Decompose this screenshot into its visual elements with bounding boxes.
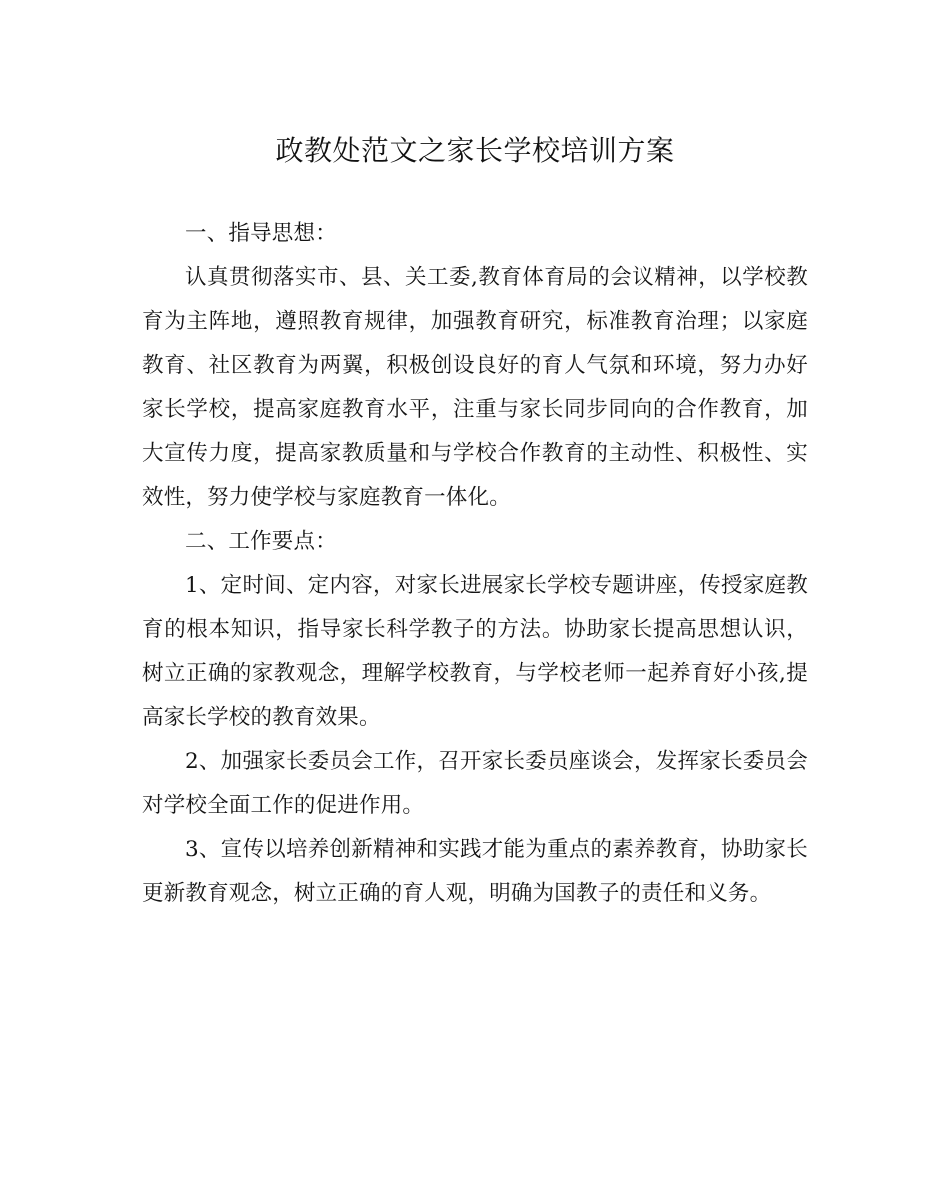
section-one-body: 认真贯彻落实市、县、关工委,教育体育局的会议精神，以学校教育为主阵地，遵照教育规律，加强教育研究，标准教育治理；以家庭教育、社区教育为两翼，积极创设良好的育人气氛和环境，努力办好家长学校，提高家庭教育水平，注重与家长同步同向的合作教育，加大宣传力度，提高家教质量和与学校合作教育的主动性、积极性、实效性，努力使学校与家庭教育一体化。 [142,265,808,510]
work-point-item-3: 3、宣传以培养创新精神和实践才能为重点的素养教育，协助家长更新教育观念，树立正确的育人观，明确为国教子的责任和义务。 [142,837,808,906]
document-body [142,212,808,916]
page-title: 政教处范文之家长学校培训方案 [275,134,675,167]
section-two-heading: 二、工作要点： [185,529,337,554]
work-point-item-2: 2、加强家长委员会工作，召开家长委员座谈会，发挥家长委员会对学校全面工作的促进作用。 [142,749,808,818]
section-one-heading: 一、指导思想： [185,221,337,246]
work-point-item-1: 1、定时间、定内容，对家长进展家长学校专题讲座，传授家庭教育的根本知识，指导家长科学教子的方法。协助家长提高思想认识，树立正确的家教观念，理解学校教育，与学校老师一起养育好小孩,提高家长学校的教育效果。 [142,573,808,730]
